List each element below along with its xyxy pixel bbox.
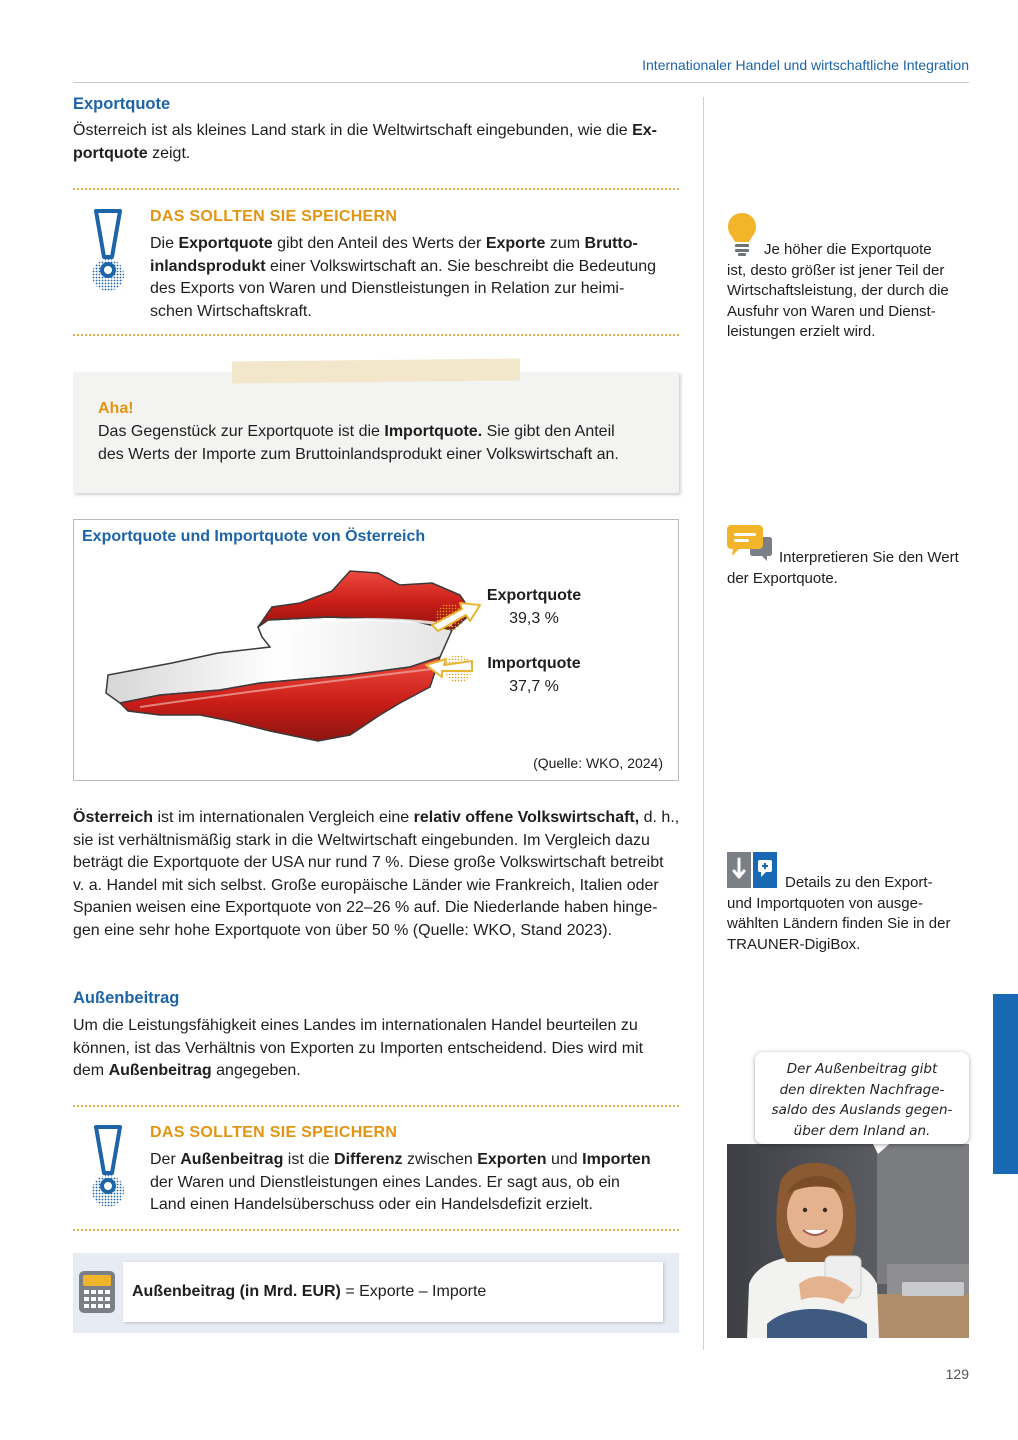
text: Ausfuhr von Waren und Dienst- xyxy=(727,302,936,320)
chart-value-importquote: 37,7 % xyxy=(509,678,559,695)
speichern-text xyxy=(150,233,680,323)
section-heading-exportquote: Exportquote xyxy=(73,95,171,113)
chart-source: (Quelle: WKO, 2024) xyxy=(533,755,663,771)
text: und xyxy=(546,1151,583,1168)
page-number: 129 xyxy=(945,1366,969,1382)
text: gen eine sehr hohe Exportquote von über 50 % (Quelle: WKO, Stand 2023). xyxy=(73,921,612,939)
open-economy-paragraph xyxy=(73,807,685,942)
bold-term: Österreich xyxy=(73,809,154,826)
text: der Waren und Dienstleistungen eines Landes. Er sagt aus, ob ein xyxy=(150,1173,620,1191)
text: gibt den Anteil des Werts der xyxy=(272,235,486,252)
intro-bold: portquote xyxy=(73,144,148,162)
bold-term: Differenz xyxy=(334,1151,403,1168)
text: sie ist verhältnismäßig stark in die Weltwirtschaft eingebunden. Im Vergleich dazu xyxy=(73,831,650,849)
bold-term: Außenbeitrag xyxy=(180,1151,284,1168)
text: über dem Inland an. xyxy=(793,1122,931,1139)
bold-term: Exporte xyxy=(485,235,546,252)
chart-label-importquote: Importquote xyxy=(487,655,581,672)
task-text xyxy=(727,548,977,589)
digibox-text xyxy=(727,873,977,955)
text: schen Wirtschaftskraft. xyxy=(150,302,312,320)
aha-title: Aha! xyxy=(98,400,134,417)
text: Spanien weisen eine Exportquote von 22–26 % auf. Die Niederlande haben hinge- xyxy=(73,899,658,916)
text: dem xyxy=(73,1062,109,1079)
text: Je höher die Exportquote xyxy=(764,241,932,258)
aha-text xyxy=(98,421,673,466)
text: Wirtschaftsleistung, der durch die xyxy=(727,282,949,300)
intro-bold: Ex- xyxy=(632,122,657,139)
text: und Importquoten von ausge- xyxy=(727,894,923,912)
text: ist die xyxy=(283,1151,335,1168)
bold-term: Außenbeitrag xyxy=(108,1062,212,1079)
text: Land einen Handelsüberschuss oder ein Handelsdefizit erzielt. xyxy=(150,1196,593,1213)
text: einer Volkswirtschaft an. Sie beschreibt die Bedeutung xyxy=(265,257,657,275)
text: der Exportquote. xyxy=(727,569,838,587)
intro-text: zeigt. xyxy=(147,144,191,162)
bold-term: relativ offene Volkswirtschaft, xyxy=(413,809,640,826)
section-heading-aussenbeitrag: Außenbeitrag xyxy=(73,989,180,1007)
text: Der Außenbeitrag gibt xyxy=(786,1061,938,1077)
dotted-divider xyxy=(73,334,679,336)
tip-text xyxy=(727,240,972,343)
speichern-text xyxy=(150,1149,680,1217)
bold-term: Brutto- xyxy=(584,235,638,252)
bold-term: Exporten xyxy=(477,1151,547,1168)
text: beträgt die Exportquote der USA nur rund 7 %. Diese große Volkswirtschaft betreibt xyxy=(73,854,664,871)
calculator-icon xyxy=(78,1270,116,1314)
bold-term: Importen xyxy=(582,1151,651,1168)
text: wählten Ländern finden Sie in der xyxy=(727,915,951,933)
text: des Werts der Importe zum Bruttoinlandsprodukt einer Volkswirtschaft an. xyxy=(98,445,619,463)
speichern-title: DAS SOLLTEN SIE SPEICHERN xyxy=(150,208,398,225)
aussenbeitrag-paragraph xyxy=(73,1015,685,1083)
text: Sie gibt den Anteil xyxy=(482,423,615,440)
text: saldo des Auslands gegen- xyxy=(771,1102,953,1118)
text: Um die Leistungsfähigkeit eines Landes im internationalen Handel beurteilen zu xyxy=(73,1017,638,1034)
text: d. h., xyxy=(639,809,680,826)
text: können, ist das Verhältnis von Exporten zu Importen entscheidend. Dies wird mit xyxy=(73,1039,644,1057)
text: v. a. Handel mit sich selbst. Große europäische Länder wie Frankreich, Italien oder xyxy=(73,876,659,894)
chapter-tab xyxy=(993,994,1018,1174)
text: Details zu den Export- xyxy=(785,874,933,891)
chart-label-exportquote: Exportquote xyxy=(486,587,582,604)
chart-title: Exportquote und Importquote von Österreich xyxy=(82,528,426,545)
dotted-divider xyxy=(73,1105,679,1107)
austria-map-graphic xyxy=(100,565,490,755)
exclamation-icon xyxy=(86,207,130,295)
running-header: Internationaler Handel und wirtschaftliche Integration xyxy=(642,57,969,73)
text: ist im internationalen Vergleich eine xyxy=(153,809,414,826)
speichern-title: DAS SOLLTEN SIE SPEICHERN xyxy=(150,1124,398,1141)
speech-bubble-text xyxy=(755,1059,969,1141)
text: Die xyxy=(150,235,179,252)
intro-text: Österreich ist als kleines Land stark in die Weltwirtschaft eingebunden, wie die xyxy=(73,122,633,139)
text: TRAUNER-DigiBox. xyxy=(727,935,861,953)
text: zum xyxy=(545,235,585,252)
dotted-divider xyxy=(73,1229,679,1231)
text: angegeben. xyxy=(211,1062,301,1079)
text: den direkten Nachfrage- xyxy=(779,1081,945,1098)
bold-term: Exportquote xyxy=(178,235,273,252)
dotted-divider xyxy=(73,188,679,190)
intro-paragraph xyxy=(73,120,683,165)
text: Interpretieren Sie den Wert xyxy=(779,549,959,566)
header-divider xyxy=(73,82,969,83)
text: Der xyxy=(150,1151,181,1168)
bold-term: inlandsprodukt xyxy=(150,257,266,275)
tape-strip xyxy=(232,358,520,383)
bold-term: Importquote. xyxy=(384,423,483,440)
column-divider xyxy=(703,97,704,1350)
text: ist, desto größer ist jener Teil der xyxy=(727,261,945,279)
text: zwischen xyxy=(402,1151,478,1168)
text: des Exports von Waren und Dienstleistungen in Relation zur heimi- xyxy=(150,280,625,297)
text: Das Gegenstück zur Exportquote ist die xyxy=(98,423,385,440)
formula-text xyxy=(132,1281,486,1304)
exclamation-icon xyxy=(86,1123,130,1211)
formula-rest: = Exporte – Importe xyxy=(340,1283,487,1300)
text: leistungen erzielt wird. xyxy=(727,323,876,341)
formula-bold: Außenbeitrag (in Mrd. EUR) xyxy=(132,1283,341,1300)
photo-woman-with-mug xyxy=(727,1144,969,1338)
chart-value-exportquote: 39,3 % xyxy=(509,610,559,627)
